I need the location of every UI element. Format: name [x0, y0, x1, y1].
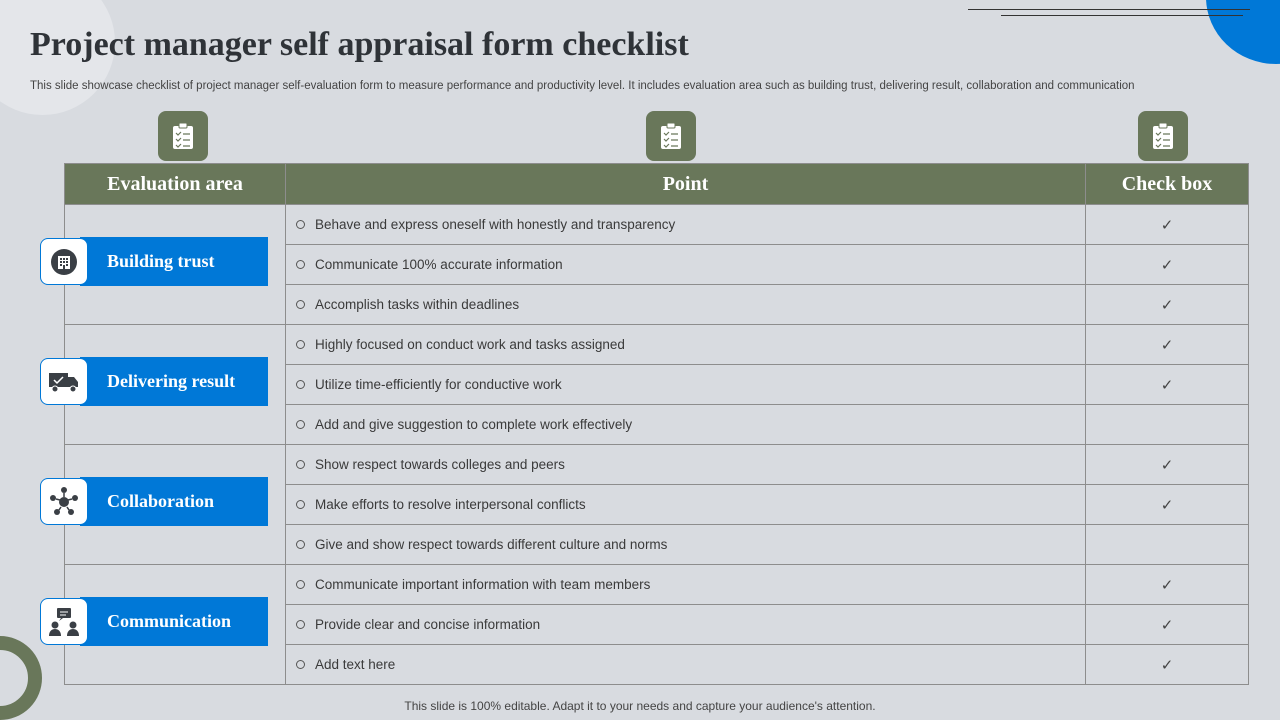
- bullet-icon: [296, 260, 305, 269]
- bullet-icon: [296, 620, 305, 629]
- bullet-icon: [296, 220, 305, 229]
- area-label: Building trust: [80, 237, 268, 286]
- delivery-truck-icon: [40, 358, 88, 405]
- point-cell: [286, 405, 1086, 445]
- point-cell: [286, 485, 1086, 525]
- check-box[interactable]: ✓: [1086, 565, 1249, 605]
- check-box[interactable]: ✓: [1086, 245, 1249, 285]
- area-label: Delivering result: [80, 357, 268, 406]
- bullet-icon: [296, 660, 305, 669]
- point-text: Add and give suggestion to complete work effectively: [315, 417, 633, 432]
- bullet-icon: [296, 380, 305, 389]
- building-icon: [40, 238, 88, 285]
- column-header-evaluation-area: Evaluation area: [65, 164, 286, 205]
- point-text: Show respect towards colleges and peers: [315, 457, 565, 472]
- point-text: Add text here: [315, 657, 396, 672]
- point-cell: [286, 645, 1086, 685]
- check-box[interactable]: [1086, 525, 1249, 565]
- point-text: Provide clear and concise information: [315, 617, 541, 632]
- point-cell: [286, 285, 1086, 325]
- check-box[interactable]: ✓: [1086, 325, 1249, 365]
- point-cell: [286, 605, 1086, 645]
- point-text: Utilize time-efficiently for conductive work: [315, 377, 562, 392]
- slide-title: Project manager self appraisal form checklist: [30, 26, 689, 63]
- point-cell: [286, 205, 1086, 245]
- check-box[interactable]: ✓: [1086, 365, 1249, 405]
- check-box[interactable]: ✓: [1086, 205, 1249, 245]
- bullet-icon: [296, 580, 305, 589]
- bullet-icon: [296, 540, 305, 549]
- check-box[interactable]: ✓: [1086, 645, 1249, 685]
- bullet-icon: [296, 460, 305, 469]
- check-box[interactable]: [1086, 405, 1249, 445]
- point-text: Make efforts to resolve interpersonal conflicts: [315, 497, 586, 512]
- area-tag-collaboration: [40, 477, 268, 526]
- team-collaboration-icon: [40, 478, 88, 525]
- area-tag-communication: [40, 597, 268, 646]
- point-text: Behave and express oneself with honestly and transparency: [315, 217, 676, 232]
- point-cell: [286, 565, 1086, 605]
- check-box[interactable]: ✓: [1086, 605, 1249, 645]
- slide-subtitle: This slide showcase checklist of project manager self-evaluation form to measure performance and productivity level. It includes evaluation area such as building trust, delivering result, collaboration and communication: [30, 80, 1135, 92]
- clipboard-checklist-icon: [646, 111, 696, 161]
- point-text: Give and show respect towards different culture and norms: [315, 537, 668, 552]
- area-label: Communication: [80, 597, 268, 646]
- check-box[interactable]: ✓: [1086, 445, 1249, 485]
- table-header-row: [65, 164, 1249, 205]
- point-text: Communicate 100% accurate information: [315, 257, 563, 272]
- point-text: Accomplish tasks within deadlines: [315, 297, 520, 312]
- point-text: Communicate important information with team members: [315, 577, 651, 592]
- clipboard-checklist-icon: [1138, 111, 1188, 161]
- column-header-point: Point: [286, 164, 1086, 205]
- footer-note: This slide is 100% editable. Adapt it to your needs and capture your audience's attention.: [404, 699, 876, 713]
- decorative-line: [968, 9, 1250, 10]
- point-cell: [286, 365, 1086, 405]
- decorative-line: [1001, 15, 1243, 16]
- column-header-check-box: Check box: [1086, 164, 1249, 205]
- point-cell: [286, 245, 1086, 285]
- bullet-icon: [296, 500, 305, 509]
- check-box[interactable]: ✓: [1086, 485, 1249, 525]
- people-chat-icon: [40, 598, 88, 645]
- area-tag-building-trust: [40, 237, 268, 286]
- point-cell: [286, 445, 1086, 485]
- clipboard-checklist-icon: [158, 111, 208, 161]
- point-cell: [286, 325, 1086, 365]
- bullet-icon: [296, 420, 305, 429]
- point-cell: [286, 525, 1086, 565]
- bullet-icon: [296, 340, 305, 349]
- point-text: Highly focused on conduct work and tasks assigned: [315, 337, 625, 352]
- area-tag-delivering-result: [40, 357, 268, 406]
- bullet-icon: [296, 300, 305, 309]
- area-label: Collaboration: [80, 477, 268, 526]
- check-box[interactable]: ✓: [1086, 285, 1249, 325]
